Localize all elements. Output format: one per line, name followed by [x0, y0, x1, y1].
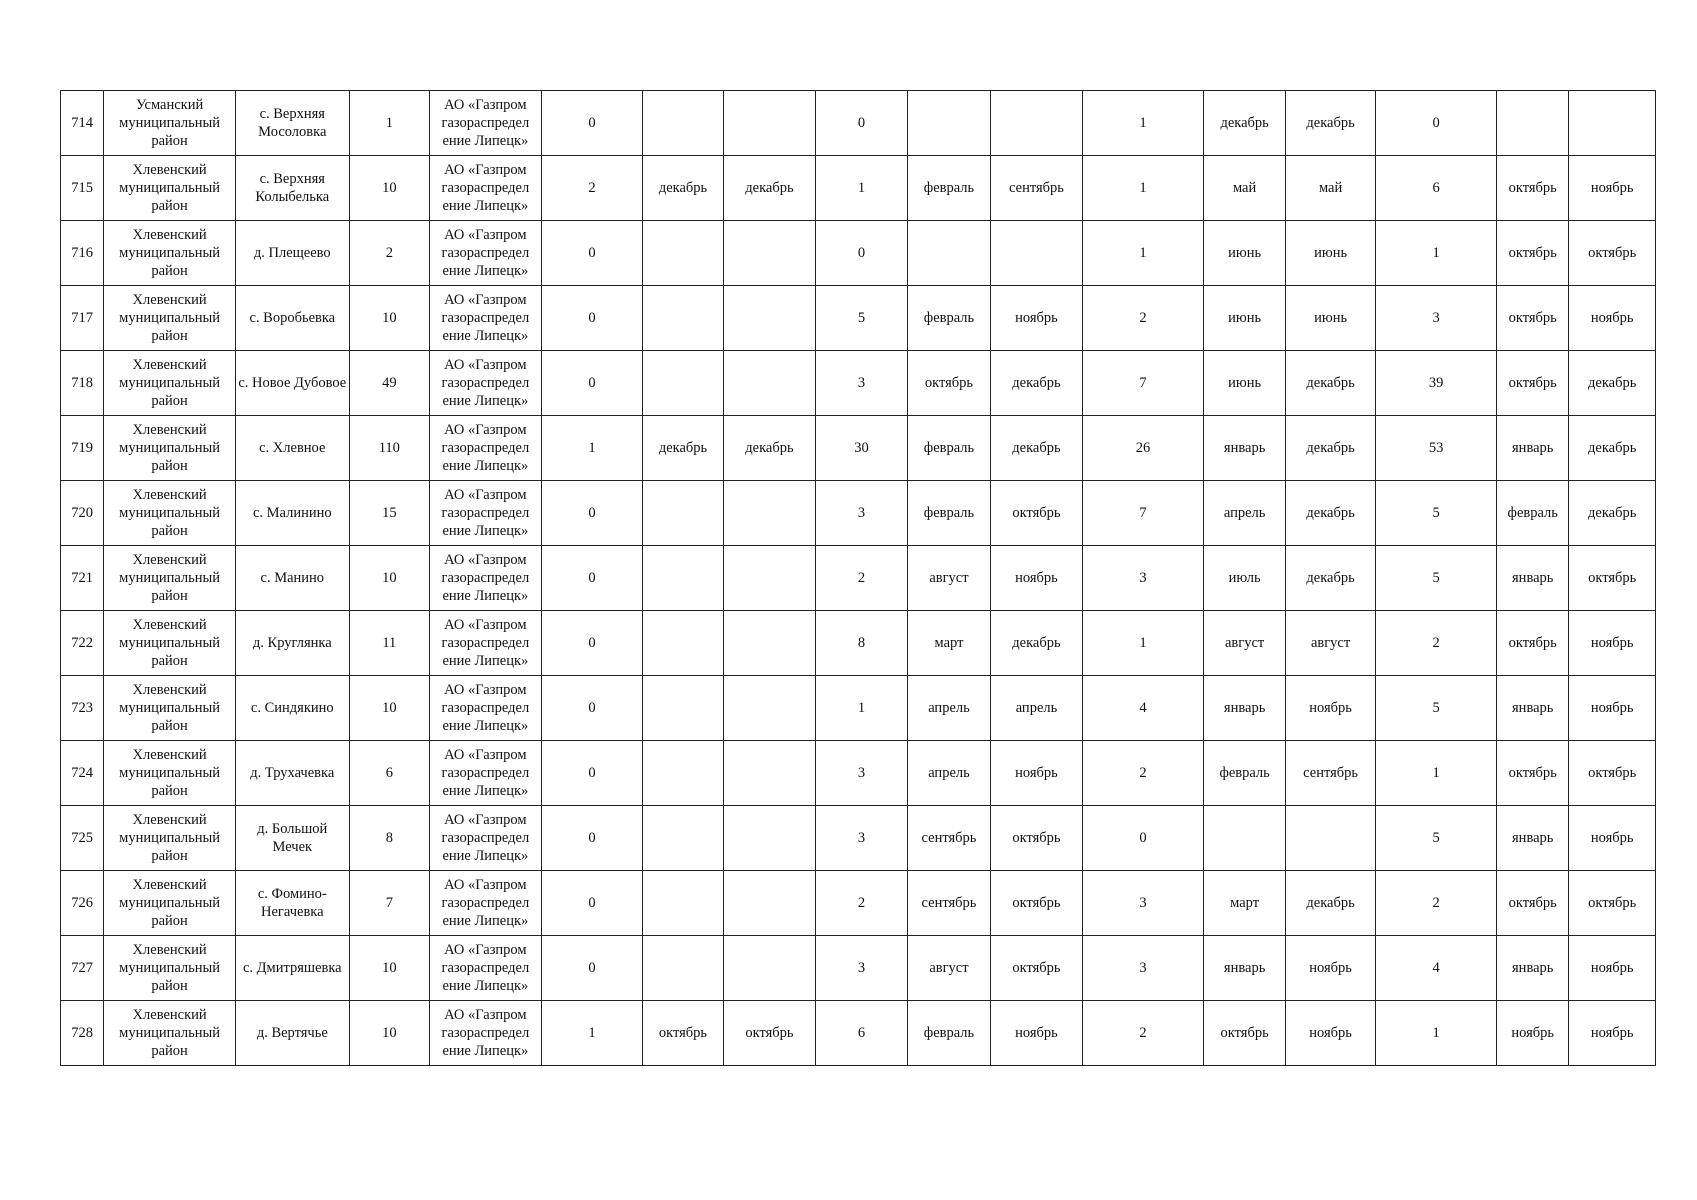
locality-cell: с. Верхняя Мосоловка: [235, 91, 349, 156]
stage1-count-cell: 0: [541, 286, 643, 351]
district-cell: Хлевенский муниципальный район: [104, 221, 236, 286]
stage3-start-month-cell: февраль: [1204, 741, 1285, 806]
stage1-count-cell: 2: [541, 156, 643, 221]
stage4-start-month-cell: январь: [1497, 806, 1569, 871]
stage2-end-month-cell: октябрь: [991, 481, 1083, 546]
total-count-cell: 15: [349, 481, 429, 546]
stage4-end-month-cell: октябрь: [1569, 221, 1656, 286]
stage3-start-month-cell: июль: [1204, 546, 1285, 611]
organization-cell: АО «Газпром газораспредел ение Липецк»: [430, 676, 542, 741]
row-number-cell: 722: [61, 611, 104, 676]
stage3-end-month-cell: ноябрь: [1285, 936, 1376, 1001]
stage2-start-month-cell: сентябрь: [907, 806, 990, 871]
row-number-cell: 718: [61, 351, 104, 416]
row-number-cell: 715: [61, 156, 104, 221]
organization-cell: АО «Газпром газораспредел ение Липецк»: [430, 351, 542, 416]
stage4-end-month-cell: ноябрь: [1569, 611, 1656, 676]
gasification-schedule-table: [60, 90, 1656, 1066]
stage1-start-month-cell: [643, 286, 723, 351]
stage3-count-cell: 1: [1082, 611, 1204, 676]
district-cell: Хлевенский муниципальный район: [104, 806, 236, 871]
stage3-count-cell: 1: [1082, 156, 1204, 221]
stage1-end-month-cell: декабрь: [723, 156, 816, 221]
stage1-count-cell: 0: [541, 546, 643, 611]
stage1-end-month-cell: [723, 676, 816, 741]
stage3-start-month-cell: июнь: [1204, 221, 1285, 286]
stage2-end-month-cell: декабрь: [991, 351, 1083, 416]
stage1-start-month-cell: [643, 91, 723, 156]
locality-cell: д. Плещеево: [235, 221, 349, 286]
district-cell: Хлевенский муниципальный район: [104, 611, 236, 676]
stage2-start-month-cell: октябрь: [907, 351, 990, 416]
stage4-end-month-cell: [1569, 91, 1656, 156]
stage1-end-month-cell: [723, 481, 816, 546]
locality-cell: д. Вертячье: [235, 1001, 349, 1066]
stage3-count-cell: 3: [1082, 936, 1204, 1001]
total-count-cell: 10: [349, 286, 429, 351]
total-count-cell: 1: [349, 91, 429, 156]
stage1-start-month-cell: декабрь: [643, 416, 723, 481]
stage2-count-cell: 3: [816, 936, 908, 1001]
row-number-cell: 727: [61, 936, 104, 1001]
organization-cell: АО «Газпром газораспредел ение Липецк»: [430, 806, 542, 871]
stage1-end-month-cell: [723, 546, 816, 611]
stage4-count-cell: 0: [1376, 91, 1497, 156]
stage4-count-cell: 4: [1376, 936, 1497, 1001]
stage2-end-month-cell: сентябрь: [991, 156, 1083, 221]
stage1-end-month-cell: декабрь: [723, 416, 816, 481]
total-count-cell: 10: [349, 546, 429, 611]
district-cell: Хлевенский муниципальный район: [104, 936, 236, 1001]
stage3-count-cell: 7: [1082, 351, 1204, 416]
stage2-start-month-cell: август: [907, 546, 990, 611]
stage4-start-month-cell: январь: [1497, 676, 1569, 741]
locality-cell: д. Трухачевка: [235, 741, 349, 806]
stage2-start-month-cell: [907, 221, 990, 286]
stage3-end-month-cell: декабрь: [1285, 546, 1376, 611]
stage1-start-month-cell: [643, 676, 723, 741]
stage1-count-cell: 0: [541, 871, 643, 936]
stage1-count-cell: 0: [541, 806, 643, 871]
stage3-end-month-cell: декабрь: [1285, 481, 1376, 546]
stage2-end-month-cell: [991, 91, 1083, 156]
locality-cell: д. Круглянка: [235, 611, 349, 676]
table-row: [61, 676, 1656, 741]
row-number-cell: 723: [61, 676, 104, 741]
stage2-count-cell: 0: [816, 221, 908, 286]
stage4-end-month-cell: ноябрь: [1569, 806, 1656, 871]
table-row: [61, 351, 1656, 416]
row-number-cell: 719: [61, 416, 104, 481]
stage2-count-cell: 2: [816, 871, 908, 936]
stage1-end-month-cell: [723, 806, 816, 871]
stage1-count-cell: 1: [541, 416, 643, 481]
table-row: [61, 546, 1656, 611]
stage4-count-cell: 53: [1376, 416, 1497, 481]
total-count-cell: 11: [349, 611, 429, 676]
stage2-end-month-cell: октябрь: [991, 871, 1083, 936]
district-cell: Усманский муниципальный район: [104, 91, 236, 156]
stage4-end-month-cell: ноябрь: [1569, 676, 1656, 741]
stage2-end-month-cell: апрель: [991, 676, 1083, 741]
stage4-start-month-cell: октябрь: [1497, 351, 1569, 416]
row-number-cell: 720: [61, 481, 104, 546]
stage3-start-month-cell: май: [1204, 156, 1285, 221]
organization-cell: АО «Газпром газораспредел ение Липецк»: [430, 286, 542, 351]
stage1-count-cell: 0: [541, 611, 643, 676]
stage4-count-cell: 39: [1376, 351, 1497, 416]
stage2-count-cell: 30: [816, 416, 908, 481]
stage3-start-month-cell: январь: [1204, 676, 1285, 741]
total-count-cell: 49: [349, 351, 429, 416]
stage2-end-month-cell: [991, 221, 1083, 286]
stage3-count-cell: 2: [1082, 1001, 1204, 1066]
stage1-end-month-cell: [723, 741, 816, 806]
district-cell: Хлевенский муниципальный район: [104, 481, 236, 546]
stage3-count-cell: 3: [1082, 546, 1204, 611]
table-row: [61, 286, 1656, 351]
table-row: [61, 871, 1656, 936]
stage3-count-cell: 4: [1082, 676, 1204, 741]
stage3-end-month-cell: август: [1285, 611, 1376, 676]
stage4-start-month-cell: [1497, 91, 1569, 156]
organization-cell: АО «Газпром газораспредел ение Липецк»: [430, 156, 542, 221]
stage1-count-cell: 0: [541, 91, 643, 156]
table-row: [61, 481, 1656, 546]
stage1-start-month-cell: [643, 871, 723, 936]
stage4-count-cell: 1: [1376, 221, 1497, 286]
district-cell: Хлевенский муниципальный район: [104, 156, 236, 221]
locality-cell: д. Большой Мечек: [235, 806, 349, 871]
stage2-count-cell: 0: [816, 91, 908, 156]
organization-cell: АО «Газпром газораспредел ение Липецк»: [430, 871, 542, 936]
stage1-count-cell: 0: [541, 351, 643, 416]
stage4-start-month-cell: ноябрь: [1497, 1001, 1569, 1066]
stage3-start-month-cell: август: [1204, 611, 1285, 676]
stage1-end-month-cell: [723, 936, 816, 1001]
stage4-count-cell: 6: [1376, 156, 1497, 221]
stage2-end-month-cell: ноябрь: [991, 741, 1083, 806]
stage3-end-month-cell: декабрь: [1285, 416, 1376, 481]
stage2-count-cell: 5: [816, 286, 908, 351]
stage4-start-month-cell: январь: [1497, 416, 1569, 481]
locality-cell: с. Дмитряшевка: [235, 936, 349, 1001]
stage2-count-cell: 3: [816, 741, 908, 806]
locality-cell: с. Верхняя Колыбелька: [235, 156, 349, 221]
stage2-count-cell: 8: [816, 611, 908, 676]
table-row: [61, 416, 1656, 481]
total-count-cell: 10: [349, 676, 429, 741]
locality-cell: с. Синдякино: [235, 676, 349, 741]
stage1-end-month-cell: октябрь: [723, 1001, 816, 1066]
locality-cell: с. Фомино-Негачевка: [235, 871, 349, 936]
stage4-end-month-cell: декабрь: [1569, 351, 1656, 416]
stage4-end-month-cell: ноябрь: [1569, 1001, 1656, 1066]
stage2-end-month-cell: декабрь: [991, 416, 1083, 481]
total-count-cell: 10: [349, 1001, 429, 1066]
stage4-count-cell: 1: [1376, 741, 1497, 806]
stage4-end-month-cell: декабрь: [1569, 481, 1656, 546]
total-count-cell: 110: [349, 416, 429, 481]
table-row: [61, 806, 1656, 871]
stage3-start-month-cell: октябрь: [1204, 1001, 1285, 1066]
table-row: [61, 221, 1656, 286]
district-cell: Хлевенский муниципальный район: [104, 546, 236, 611]
table-body: [61, 91, 1656, 1066]
stage1-start-month-cell: [643, 546, 723, 611]
stage4-count-cell: 5: [1376, 546, 1497, 611]
stage3-end-month-cell: сентябрь: [1285, 741, 1376, 806]
total-count-cell: 10: [349, 936, 429, 1001]
stage2-end-month-cell: ноябрь: [991, 546, 1083, 611]
stage4-start-month-cell: февраль: [1497, 481, 1569, 546]
stage2-start-month-cell: апрель: [907, 676, 990, 741]
stage2-start-month-cell: март: [907, 611, 990, 676]
stage3-end-month-cell: ноябрь: [1285, 1001, 1376, 1066]
row-number-cell: 726: [61, 871, 104, 936]
stage3-start-month-cell: январь: [1204, 936, 1285, 1001]
stage4-count-cell: 2: [1376, 611, 1497, 676]
row-number-cell: 717: [61, 286, 104, 351]
table-row: [61, 936, 1656, 1001]
stage3-end-month-cell: декабрь: [1285, 871, 1376, 936]
stage3-count-cell: 2: [1082, 286, 1204, 351]
stage3-start-month-cell: март: [1204, 871, 1285, 936]
organization-cell: АО «Газпром газораспредел ение Липецк»: [430, 546, 542, 611]
stage3-start-month-cell: июнь: [1204, 351, 1285, 416]
stage2-count-cell: 1: [816, 156, 908, 221]
stage1-end-month-cell: [723, 221, 816, 286]
stage1-start-month-cell: [643, 481, 723, 546]
total-count-cell: 6: [349, 741, 429, 806]
stage2-count-cell: 3: [816, 351, 908, 416]
district-cell: Хлевенский муниципальный район: [104, 416, 236, 481]
stage4-start-month-cell: январь: [1497, 936, 1569, 1001]
locality-cell: с. Хлевное: [235, 416, 349, 481]
locality-cell: с. Воробьевка: [235, 286, 349, 351]
stage3-count-cell: 26: [1082, 416, 1204, 481]
stage2-start-month-cell: апрель: [907, 741, 990, 806]
district-cell: Хлевенский муниципальный район: [104, 871, 236, 936]
stage2-count-cell: 6: [816, 1001, 908, 1066]
district-cell: Хлевенский муниципальный район: [104, 351, 236, 416]
district-cell: Хлевенский муниципальный район: [104, 286, 236, 351]
organization-cell: АО «Газпром газораспредел ение Липецк»: [430, 611, 542, 676]
stage2-count-cell: 3: [816, 806, 908, 871]
stage3-start-month-cell: июнь: [1204, 286, 1285, 351]
stage1-count-cell: 0: [541, 221, 643, 286]
organization-cell: АО «Газпром газораспредел ение Липецк»: [430, 936, 542, 1001]
stage4-end-month-cell: октябрь: [1569, 741, 1656, 806]
district-cell: Хлевенский муниципальный район: [104, 676, 236, 741]
organization-cell: АО «Газпром газораспредел ение Липецк»: [430, 91, 542, 156]
table-row: [61, 91, 1656, 156]
total-count-cell: 7: [349, 871, 429, 936]
stage3-count-cell: 7: [1082, 481, 1204, 546]
stage2-count-cell: 1: [816, 676, 908, 741]
total-count-cell: 8: [349, 806, 429, 871]
stage4-end-month-cell: октябрь: [1569, 871, 1656, 936]
table-row: [61, 1001, 1656, 1066]
table-row: [61, 611, 1656, 676]
stage2-start-month-cell: февраль: [907, 481, 990, 546]
stage3-start-month-cell: декабрь: [1204, 91, 1285, 156]
stage4-count-cell: 2: [1376, 871, 1497, 936]
stage3-end-month-cell: июнь: [1285, 221, 1376, 286]
stage2-start-month-cell: февраль: [907, 156, 990, 221]
stage3-end-month-cell: июнь: [1285, 286, 1376, 351]
stage4-start-month-cell: октябрь: [1497, 221, 1569, 286]
stage2-start-month-cell: август: [907, 936, 990, 1001]
stage3-end-month-cell: [1285, 806, 1376, 871]
row-number-cell: 728: [61, 1001, 104, 1066]
stage2-end-month-cell: ноябрь: [991, 1001, 1083, 1066]
stage1-end-month-cell: [723, 611, 816, 676]
stage4-count-cell: 5: [1376, 676, 1497, 741]
organization-cell: АО «Газпром газораспредел ение Липецк»: [430, 481, 542, 546]
table-row: [61, 156, 1656, 221]
stage1-start-month-cell: [643, 806, 723, 871]
locality-cell: с. Новое Дубовое: [235, 351, 349, 416]
row-number-cell: 714: [61, 91, 104, 156]
row-number-cell: 716: [61, 221, 104, 286]
stage2-start-month-cell: февраль: [907, 286, 990, 351]
stage3-count-cell: 1: [1082, 91, 1204, 156]
stage2-start-month-cell: [907, 91, 990, 156]
stage2-count-cell: 3: [816, 481, 908, 546]
stage4-end-month-cell: октябрь: [1569, 546, 1656, 611]
stage1-count-cell: 0: [541, 481, 643, 546]
stage3-count-cell: 3: [1082, 871, 1204, 936]
stage4-end-month-cell: ноябрь: [1569, 286, 1656, 351]
organization-cell: АО «Газпром газораспредел ение Липецк»: [430, 221, 542, 286]
stage1-start-month-cell: [643, 936, 723, 1001]
stage1-start-month-cell: [643, 221, 723, 286]
total-count-cell: 10: [349, 156, 429, 221]
organization-cell: АО «Газпром газораспредел ение Липецк»: [430, 416, 542, 481]
total-count-cell: 2: [349, 221, 429, 286]
stage4-count-cell: 1: [1376, 1001, 1497, 1066]
stage1-end-month-cell: [723, 351, 816, 416]
stage4-start-month-cell: октябрь: [1497, 286, 1569, 351]
stage4-end-month-cell: декабрь: [1569, 416, 1656, 481]
stage1-start-month-cell: декабрь: [643, 156, 723, 221]
stage3-end-month-cell: ноябрь: [1285, 676, 1376, 741]
stage3-count-cell: 1: [1082, 221, 1204, 286]
stage4-start-month-cell: январь: [1497, 546, 1569, 611]
district-cell: Хлевенский муниципальный район: [104, 1001, 236, 1066]
stage1-start-month-cell: октябрь: [643, 1001, 723, 1066]
stage1-count-cell: 0: [541, 741, 643, 806]
stage4-start-month-cell: октябрь: [1497, 156, 1569, 221]
stage1-end-month-cell: [723, 91, 816, 156]
stage2-end-month-cell: октябрь: [991, 936, 1083, 1001]
stage1-count-cell: 0: [541, 936, 643, 1001]
stage3-start-month-cell: январь: [1204, 416, 1285, 481]
row-number-cell: 724: [61, 741, 104, 806]
stage3-count-cell: 0: [1082, 806, 1204, 871]
stage4-end-month-cell: ноябрь: [1569, 156, 1656, 221]
stage4-start-month-cell: октябрь: [1497, 741, 1569, 806]
row-number-cell: 721: [61, 546, 104, 611]
stage3-end-month-cell: май: [1285, 156, 1376, 221]
stage1-start-month-cell: [643, 611, 723, 676]
stage1-start-month-cell: [643, 351, 723, 416]
stage2-start-month-cell: сентябрь: [907, 871, 990, 936]
stage4-start-month-cell: октябрь: [1497, 871, 1569, 936]
stage4-count-cell: 3: [1376, 286, 1497, 351]
stage4-count-cell: 5: [1376, 806, 1497, 871]
stage3-end-month-cell: декабрь: [1285, 91, 1376, 156]
stage2-count-cell: 2: [816, 546, 908, 611]
stage2-start-month-cell: февраль: [907, 1001, 990, 1066]
locality-cell: с. Манино: [235, 546, 349, 611]
table-row: [61, 741, 1656, 806]
stage4-end-month-cell: ноябрь: [1569, 936, 1656, 1001]
locality-cell: с. Малинино: [235, 481, 349, 546]
district-cell: Хлевенский муниципальный район: [104, 741, 236, 806]
organization-cell: АО «Газпром газораспредел ение Липецк»: [430, 741, 542, 806]
stage1-end-month-cell: [723, 286, 816, 351]
stage3-start-month-cell: [1204, 806, 1285, 871]
stage3-count-cell: 2: [1082, 741, 1204, 806]
stage2-end-month-cell: ноябрь: [991, 286, 1083, 351]
row-number-cell: 725: [61, 806, 104, 871]
stage4-count-cell: 5: [1376, 481, 1497, 546]
organization-cell: АО «Газпром газораспредел ение Липецк»: [430, 1001, 542, 1066]
stage1-start-month-cell: [643, 741, 723, 806]
stage3-end-month-cell: декабрь: [1285, 351, 1376, 416]
stage3-start-month-cell: апрель: [1204, 481, 1285, 546]
stage2-start-month-cell: февраль: [907, 416, 990, 481]
stage1-count-cell: 1: [541, 1001, 643, 1066]
stage2-end-month-cell: декабрь: [991, 611, 1083, 676]
stage4-start-month-cell: октябрь: [1497, 611, 1569, 676]
stage1-count-cell: 0: [541, 676, 643, 741]
stage2-end-month-cell: октябрь: [991, 806, 1083, 871]
stage1-end-month-cell: [723, 871, 816, 936]
